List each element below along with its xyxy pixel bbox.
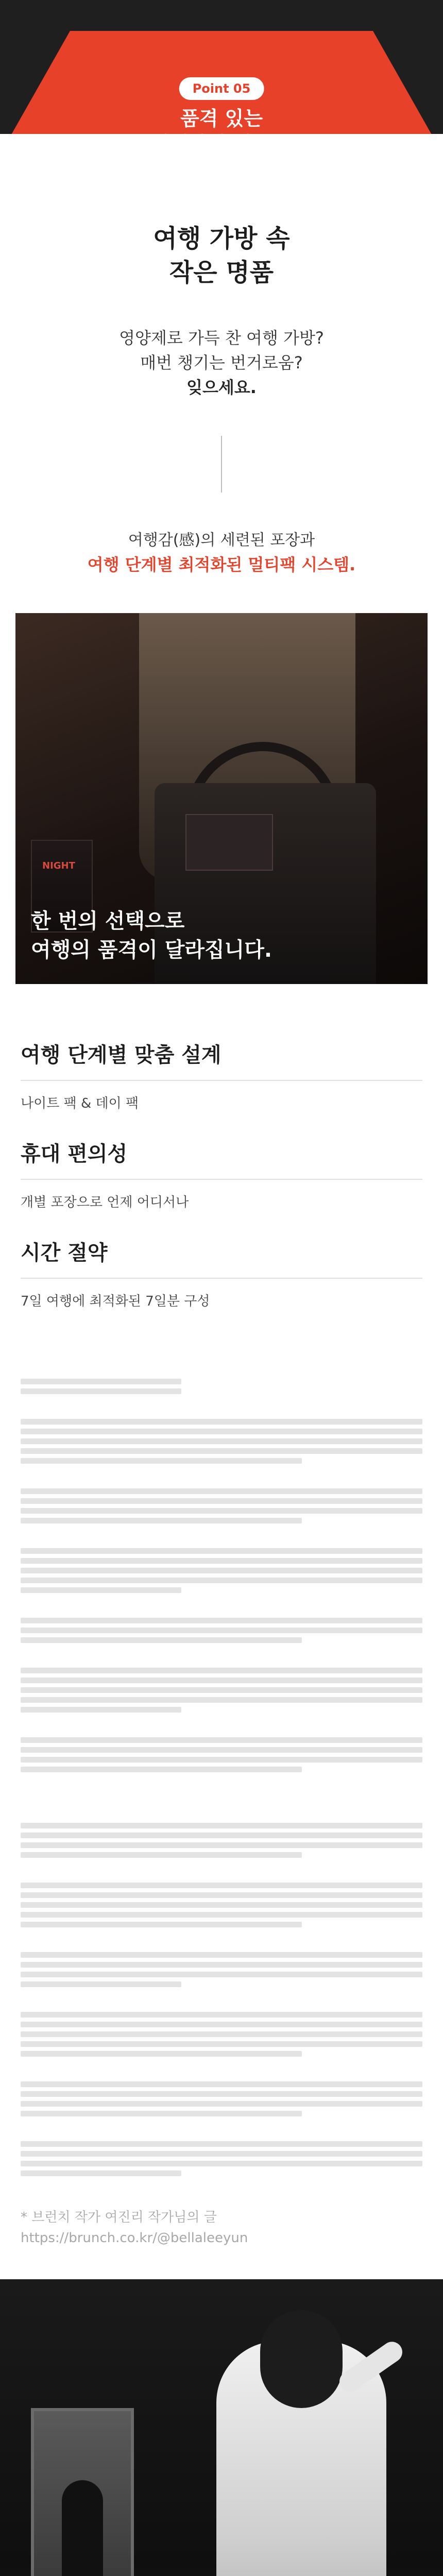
photo-head-shape [260,2310,343,2408]
intro-heading-line2: 작은 명품 [169,258,274,287]
essay-line [21,2091,422,2097]
essay-line [21,1767,302,1772]
essay-line [21,1952,422,1958]
feature-divider [21,1179,422,1180]
essay-line [21,2031,422,2037]
bw-lifestyle-photo [0,2279,443,2576]
photo-reflection-figure [62,2480,103,2576]
essay-line [21,1558,422,1564]
essay-line [21,1488,422,1494]
feature-item [21,1015,422,1114]
essay-line [21,1587,181,1593]
photo-caption-line2: 여행의 품격이 달라집니다. [31,938,272,962]
feature-desc: 나이트 팩 & 데이 팩 [21,1096,139,1111]
essay-line [21,1892,422,1898]
essay-line [21,1852,302,1858]
intro-desc-line1: 여행감(感)의 세련된 포장과 [128,531,315,549]
feature-item [21,1213,422,1312]
intro-desc-line2: 여행 단계별 최적화된 멀티팩 시스템. [87,555,356,574]
lifestyle-photo-bag [15,613,428,984]
essay-line [21,1757,422,1762]
feature-title: 휴대 편의성 [21,1142,128,1166]
essay-line [21,1697,422,1703]
intro-heading-line1: 여행 가방 속 [153,224,290,253]
essay-credit-line1: * 브런치 작가 여진리 작가님의 글 [21,2210,217,2225]
essay-line [21,1842,422,1848]
feature-divider [21,1278,422,1279]
essay-line [21,1578,422,1583]
essay-line [21,1883,422,1888]
hero-bottom-white [0,134,443,155]
photo-box-label: NIGHT [42,860,75,871]
essay-line [21,1747,422,1753]
intro-heading [0,222,443,290]
essay-line [21,2151,422,2157]
essay-line [21,2051,302,2057]
essay-line [21,2081,422,2087]
vertical-divider [221,436,222,493]
hero-banner [0,0,443,155]
essay-line [21,1508,422,1514]
essay-line [21,1498,422,1504]
essay-line [21,1429,422,1434]
feature-divider [21,1080,422,1081]
essay-line [21,1637,302,1643]
essay-line [21,1388,181,1394]
essay-line [21,1448,422,1454]
essay-line [21,1922,302,1927]
essay-line [21,1548,422,1554]
essay-line [21,1379,181,1384]
feature-title: 시간 절약 [21,1241,108,1265]
photo-pack-shape [185,814,273,871]
essay-line [21,1902,422,1908]
photo-caption-line1: 한 번의 선택으로 [31,909,185,933]
intro-question-line1: 영양제로 가득 찬 여행 가방? [119,328,324,348]
intro-question-line2: 매번 챙기는 번거로움? [140,353,303,372]
feature-desc: 개별 포장으로 언제 어디서나 [21,1195,189,1210]
essay-line [21,1912,422,1918]
essay-credit [0,2207,443,2248]
essay-line [21,1823,422,1828]
essay-line [21,1677,422,1683]
essay-line [21,1438,422,1444]
features-list [0,1015,443,1312]
point-badge: Point 05 [179,77,264,100]
intro-section [0,155,443,577]
intro-question-emphasis: 잊으세요. [186,378,257,397]
essay-line [21,1833,422,1838]
essay-line [21,1981,181,1987]
essay-line [21,1687,422,1693]
hero-title-line1: 품격 있는 [180,107,263,130]
essay-line [21,1737,422,1743]
essay-line [21,2141,422,2147]
essay-text-block [0,1379,443,2176]
essay-line [21,1419,422,1425]
essay-line [21,1962,422,1968]
photo-caption [31,907,272,964]
essay-line [21,1518,302,1523]
essay-line [21,2161,422,2166]
essay-line [21,2022,422,2027]
essay-line [21,1458,302,1464]
essay-line [21,1628,422,1633]
essay-line [21,1707,181,1713]
feature-title: 여행 단계별 맞춤 설계 [21,1043,222,1067]
essay-line [21,2171,181,2176]
essay-line [21,1618,422,1623]
essay-credit-link[interactable]: https://brunch.co.kr/@bellaleeyun [21,2230,248,2246]
essay-line [21,2041,422,2047]
essay-line [21,2012,422,2018]
feature-desc: 7일 여행에 최적화된 7일분 구성 [21,1294,210,1309]
feature-item [21,1114,422,1213]
essay-line [21,2111,302,2116]
essay-line [21,1668,422,1673]
essay-line [21,1972,422,1977]
essay-line [21,2101,422,2107]
essay-line [21,1568,422,1573]
